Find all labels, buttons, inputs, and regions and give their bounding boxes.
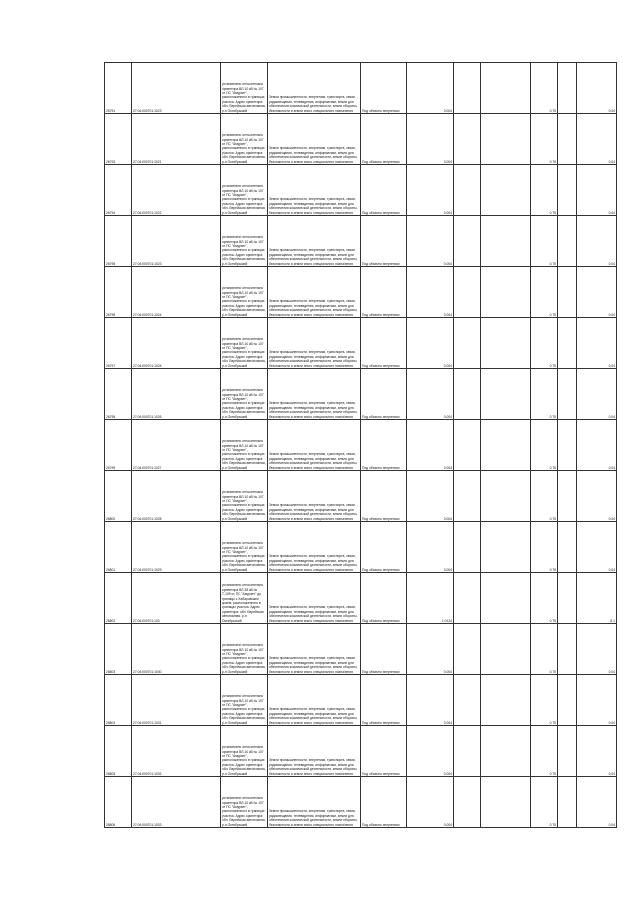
area-cell: 0.004: [407, 369, 454, 420]
empty-cell: [454, 267, 481, 318]
empty-cell: [481, 369, 531, 420]
tax-amount-cell: 0.04: [577, 165, 617, 216]
rate-cell: 0.75: [531, 573, 558, 624]
rate-cell: 0.75: [531, 726, 558, 777]
empty-cell: [558, 267, 577, 318]
row-number-cell: 26802: [105, 573, 132, 624]
land-category-cell: Земли промышленности, энергетики, транспорта, связи, радиовещания, телевидения, информатики, земли для обеспечения космической деятельности, земли обороны, безопасности и земли иного специального назначения: [268, 675, 361, 726]
empty-cell: [558, 726, 577, 777]
location-description-cell: установлено относительно ориентира ВЛ-35 кВ № Т-109 от ПС "Амурзет" до границы с Хабаровским краем, расположенного в границах участка. Адрес ориентира: обл. Еврейская автономная, р-н Октябрьский: [221, 573, 268, 624]
location-description-cell: установлено относительно ориентира ВЛ-10 кВ № 107 от ПС "Амурзет", расположенного в границах участка. Адрес ориентира: обл. Еврейская автономная, р-н Октябрьский: [221, 114, 268, 165]
land-category-cell: Земли промышленности, энергетики, транспорта, связи, радиовещания, телевидения, информатики, земли для обеспечения космической деятельности, земли обороны, безопасности и земли иного специального назначения: [268, 114, 361, 165]
row-number-cell: 26796: [105, 267, 132, 318]
location-description-cell: установлено относительно ориентира ВЛ-10 кВ № 107 от ПС "Амурзет", расположенного в границах участка. Адрес ориентира: обл. Еврейская автономная, р-н Октябрьский: [221, 267, 268, 318]
location-description-cell: установлено относительно ориентира ВЛ-10 кВ № 107 от ПС "Амурзет", расположенного в границах участка. Адрес ориентира: обл. Еврейская автономная, р-н Октябрьский: [221, 318, 268, 369]
tax-amount-cell: 0.04: [577, 471, 617, 522]
permitted-use-cell: Под объекты энергетики: [361, 573, 407, 624]
permitted-use-cell: Под объекты энергетики: [361, 624, 407, 675]
permitted-use-cell: Под объекты энергетики: [361, 522, 407, 573]
table-row: [105, 777, 617, 828]
empty-cell: [558, 216, 577, 267]
rate-cell: 0.75: [531, 624, 558, 675]
area-cell: 0.004: [407, 624, 454, 675]
permitted-use-cell: Под объекты энергетики: [361, 114, 407, 165]
location-description-cell: установлено относительно ориентира ВЛ-10 кВ № 107 от ПС "Амурзет", расположенного в границах участка. Адрес ориентира: обл. Еврейская автономная, р-н Октябрьский: [221, 777, 268, 828]
land-category-cell: Земли промышленности, энергетики, транспорта, связи, радиовещания, телевидения, информатики, земли для обеспечения космической деятельности, земли обороны, безопасности и земли иного специального назначения: [268, 471, 361, 522]
location-description-cell: установлено относительно ориентира ВЛ-10 кВ № 107 от ПС "Амурзет", расположенного в границах участка. Адрес ориентира: обл. Еврейская автономная, р-н Октябрьский: [221, 216, 268, 267]
row-number-cell: 26791: [105, 63, 132, 114]
cadastral-number-cell: 27:04:000701:1024: [132, 267, 221, 318]
permitted-use-cell: Под объекты энергетики: [361, 369, 407, 420]
empty-cell: [481, 726, 531, 777]
tax-amount-cell: 0.04: [577, 675, 617, 726]
row-number-cell: 26803: [105, 624, 132, 675]
empty-cell: [558, 318, 577, 369]
empty-cell: [481, 318, 531, 369]
empty-cell: [454, 369, 481, 420]
row-number-cell: 26800: [105, 471, 132, 522]
cadastral-number-cell: 27:04:000701:1022: [132, 165, 221, 216]
empty-cell: [558, 471, 577, 522]
cadastral-number-cell: 27:04:000701:1026: [132, 369, 221, 420]
empty-cell: [481, 63, 531, 114]
land-category-cell: Земли промышленности, энергетики, транспорта, связи, радиовещания, телевидения, информатики, земли для обеспечения космической деятельности, земли обороны, безопасности и земли иного специального назначения: [268, 267, 361, 318]
permitted-use-cell: Под объекты энергетики: [361, 63, 407, 114]
table-row: [105, 522, 617, 573]
location-description-cell: установлено относительно ориентира ВЛ-10 кВ № 107 от ПС "Амурзет", расположенного в границах участка. Адрес ориентира: обл. Еврейская автономная, р-н Октябрьский: [221, 726, 268, 777]
land-category-cell: Земли промышленности, энергетики, транспорта, связи, радиовещания, телевидения, информатики, земли для обеспечения космической деятельности, земли обороны, безопасности и земли иного специального назначения: [268, 573, 361, 624]
rate-cell: 0.75: [531, 216, 558, 267]
area-cell: 0.004: [407, 420, 454, 471]
area-cell: 0.004: [407, 114, 454, 165]
tax-amount-cell: 0.04: [577, 267, 617, 318]
rate-cell: 0.75: [531, 165, 558, 216]
table-row: [105, 471, 617, 522]
empty-cell: [481, 573, 531, 624]
cadastral-number-cell: 27:04:000701:1023: [132, 63, 221, 114]
location-description-cell: установлено относительно ориентира ВЛ-10 кВ № 107 от ПС "Амурзет", расположенного в границах участка. Адрес ориентира: обл. Еврейская автономная, р-н Октябрьский: [221, 522, 268, 573]
cadastral-number-cell: 27:04:000701:1029: [132, 522, 221, 573]
empty-cell: [481, 471, 531, 522]
tax-amount-cell: 0.04: [577, 114, 617, 165]
empty-cell: [481, 267, 531, 318]
cadastral-number-cell: 27:04:000701:1025: [132, 318, 221, 369]
table-row: [105, 624, 617, 675]
area-cell: 0.004: [407, 165, 454, 216]
cadastral-number-cell: 27:04:000701:1023: [132, 216, 221, 267]
table-row: [105, 573, 617, 624]
rate-cell: 0.75: [531, 114, 558, 165]
empty-cell: [481, 420, 531, 471]
table-row: [105, 675, 617, 726]
empty-cell: [481, 114, 531, 165]
land-category-cell: Земли промышленности, энергетики, транспорта, связи, радиовещания, телевидения, информатики, земли для обеспечения космической деятельности, земли обороны, безопасности и земли иного специального назначения: [268, 318, 361, 369]
empty-cell: [454, 216, 481, 267]
table-row: [105, 216, 617, 267]
empty-cell: [558, 63, 577, 114]
rate-cell: 0.75: [531, 420, 558, 471]
area-cell: 0.004: [407, 318, 454, 369]
cadastral-number-cell: 27:04:000701:1030: [132, 624, 221, 675]
land-category-cell: Земли промышленности, энергетики, транспорта, связи, радиовещания, телевидения, информатики, земли для обеспечения космической деятельности, земли обороны, безопасности и земли иного специального назначения: [268, 420, 361, 471]
tax-amount-cell: 0.04: [577, 369, 617, 420]
rate-cell: 0.75: [531, 267, 558, 318]
empty-cell: [481, 624, 531, 675]
location-description-cell: установлено относительно ориентира ВЛ-10 кВ № 107 от ПС "Амурзет", расположенного в границах участка. Адрес ориентира: обл. Еврейская автономная, р-н Октябрьский: [221, 63, 268, 114]
row-number-cell: 26797: [105, 318, 132, 369]
empty-cell: [481, 675, 531, 726]
empty-cell: [558, 675, 577, 726]
land-category-cell: Земли промышленности, энергетики, транспорта, связи, радиовещания, телевидения, информатики, земли для обеспечения космической деятельности, земли обороны, безопасности и земли иного специального назначения: [268, 522, 361, 573]
row-number-cell: 26804: [105, 675, 132, 726]
empty-cell: [454, 573, 481, 624]
tax-amount-cell: 0.04: [577, 624, 617, 675]
tax-amount-cell: 0.04: [577, 522, 617, 573]
empty-cell: [454, 165, 481, 216]
permitted-use-cell: Под объекты энергетики: [361, 675, 407, 726]
empty-cell: [558, 624, 577, 675]
location-description-cell: установлено относительно ориентира ВЛ-10 кВ № 107 от ПС "Амурзет", расположенного в границах участка. Адрес ориентира: обл. Еврейская автономная, р-н Октябрьский: [221, 471, 268, 522]
permitted-use-cell: Под объекты энергетики: [361, 726, 407, 777]
empty-cell: [558, 522, 577, 573]
land-category-cell: Земли промышленности, энергетики, транспорта, связи, радиовещания, телевидения, информатики, земли для обеспечения космической деятельности, земли обороны, безопасности и земли иного специального назначения: [268, 369, 361, 420]
permitted-use-cell: Под объекты энергетики: [361, 420, 407, 471]
cadastral-number-cell: 27:04:000701:1028: [132, 471, 221, 522]
table-row: [105, 420, 617, 471]
land-category-cell: Земли промышленности, энергетики, транспорта, связи, радиовещания, телевидения, информатики, земли для обеспечения космической деятельности, земли обороны, безопасности и земли иного специального назначения: [268, 216, 361, 267]
empty-cell: [454, 522, 481, 573]
land-category-cell: Земли промышленности, энергетики, транспорта, связи, радиовещания, телевидения, информатики, земли для обеспечения космической деятельности, земли обороны, безопасности и земли иного специального назначения: [268, 63, 361, 114]
location-description-cell: установлено относительно ориентира ВЛ-10 кВ № 107 от ПС "Амурзет", расположенного в границах участка. Адрес ориентира: обл. Еврейская автономная, р-н Октябрьский: [221, 624, 268, 675]
empty-cell: [454, 63, 481, 114]
permitted-use-cell: Под объекты энергетики: [361, 471, 407, 522]
rate-cell: 0.75: [531, 63, 558, 114]
empty-cell: [481, 165, 531, 216]
empty-cell: [481, 777, 531, 828]
cadastral-number-cell: 27:04:000701:1033: [132, 777, 221, 828]
location-description-cell: установлено относительно ориентира ВЛ-10 кВ № 107 от ПС "Амурзет", расположенного в границах участка. Адрес ориентира: обл. Еврейская автономная, р-н Октябрьский: [221, 369, 268, 420]
tax-amount-cell: 8.1: [577, 573, 617, 624]
empty-cell: [481, 216, 531, 267]
rate-cell: 0.75: [531, 522, 558, 573]
location-description-cell: установлено относительно ориентира ВЛ-10 кВ № 107 от ПС "Амурзет", расположенного в границах участка. Адрес ориентира: обл. Еврейская автономная, р-н Октябрьский: [221, 165, 268, 216]
empty-cell: [454, 114, 481, 165]
row-number-cell: 26799: [105, 420, 132, 471]
area-cell: 0.004: [407, 63, 454, 114]
empty-cell: [558, 165, 577, 216]
rate-cell: 0.75: [531, 471, 558, 522]
area-cell: 0.004: [407, 777, 454, 828]
empty-cell: [454, 471, 481, 522]
permitted-use-cell: Под объекты энергетики: [361, 216, 407, 267]
rate-cell: 0.75: [531, 318, 558, 369]
area-cell: 0.004: [407, 267, 454, 318]
area-cell: 0.004: [407, 726, 454, 777]
permitted-use-cell: Под объекты энергетики: [361, 267, 407, 318]
rate-cell: 0.75: [531, 675, 558, 726]
table-row: [105, 114, 617, 165]
empty-cell: [558, 573, 577, 624]
empty-cell: [558, 777, 577, 828]
location-description-cell: установлено относительно ориентира ВЛ-10 кВ № 107 от ПС "Амурзет", расположенного в границах участка. Адрес ориентира: обл. Еврейская автономная, р-н Октябрьский: [221, 675, 268, 726]
row-number-cell: 26801: [105, 522, 132, 573]
area-cell: 0.004: [407, 471, 454, 522]
cadastral-number-cell: 27:04:000701:1021: [132, 114, 221, 165]
table-row: [105, 318, 617, 369]
row-number-cell: 26795: [105, 216, 132, 267]
empty-cell: [481, 522, 531, 573]
area-cell: 0.004: [407, 216, 454, 267]
permitted-use-cell: Под объекты энергетики: [361, 318, 407, 369]
table-row: [105, 63, 617, 114]
area-cell: 0.004: [407, 675, 454, 726]
cadastral-number-cell: 27:04:000701:1031: [132, 675, 221, 726]
area-cell: 0.004: [407, 522, 454, 573]
table-row: [105, 267, 617, 318]
empty-cell: [558, 369, 577, 420]
table-row: [105, 726, 617, 777]
empty-cell: [558, 114, 577, 165]
rate-cell: 0.75: [531, 369, 558, 420]
cadastral-number-cell: 27:04:000701:1027: [132, 420, 221, 471]
land-category-cell: Земли промышленности, энергетики, транспорта, связи, радиовещания, телевидения, информатики, земли для обеспечения космической деятельности, земли обороны, безопасности и земли иного специального назначения: [268, 726, 361, 777]
empty-cell: [454, 318, 481, 369]
cadastral-number-cell: 27:04:000701:103: [132, 573, 221, 624]
empty-cell: [454, 726, 481, 777]
land-category-cell: Земли промышленности, энергетики, транспорта, связи, радиовещания, телевидения, информатики, земли для обеспечения космической деятельности, земли обороны, безопасности и земли иного специального назначения: [268, 624, 361, 675]
row-number-cell: 26794: [105, 165, 132, 216]
cadastral-number-cell: 27:04:000701:1032: [132, 726, 221, 777]
rate-cell: 0.75: [531, 777, 558, 828]
permitted-use-cell: Под объекты энергетики: [361, 777, 407, 828]
empty-cell: [454, 624, 481, 675]
row-number-cell: 26805: [105, 726, 132, 777]
tax-amount-cell: 0.04: [577, 420, 617, 471]
empty-cell: [558, 420, 577, 471]
empty-cell: [454, 675, 481, 726]
area-cell: 1.0124: [407, 573, 454, 624]
permitted-use-cell: Под объекты энергетики: [361, 165, 407, 216]
land-plot-table: [104, 62, 617, 828]
tax-amount-cell: 0.04: [577, 777, 617, 828]
tax-amount-cell: 0.04: [577, 318, 617, 369]
row-number-cell: 26793: [105, 114, 132, 165]
land-category-cell: Земли промышленности, энергетики, транспорта, связи, радиовещания, телевидения, информатики, земли для обеспечения космической деятельности, земли обороны, безопасности и земли иного специального назначения: [268, 165, 361, 216]
row-number-cell: 26798: [105, 369, 132, 420]
table-row: [105, 369, 617, 420]
table-body: [105, 63, 617, 828]
tax-amount-cell: 0.04: [577, 216, 617, 267]
location-description-cell: установлено относительно ориентира ВЛ-10 кВ № 107 от ПС "Амурзет", расположенного в границах участка. Адрес ориентира: обл. Еврейская автономная, р-н Октябрьский: [221, 420, 268, 471]
empty-cell: [454, 420, 481, 471]
land-category-cell: Земли промышленности, энергетики, транспорта, связи, радиовещания, телевидения, информатики, земли для обеспечения космической деятельности, земли обороны, безопасности и земли иного специального назначения: [268, 777, 361, 828]
tax-amount-cell: 0.04: [577, 63, 617, 114]
tax-amount-cell: 0.04: [577, 726, 617, 777]
row-number-cell: 26806: [105, 777, 132, 828]
table-row: [105, 165, 617, 216]
empty-cell: [454, 777, 481, 828]
